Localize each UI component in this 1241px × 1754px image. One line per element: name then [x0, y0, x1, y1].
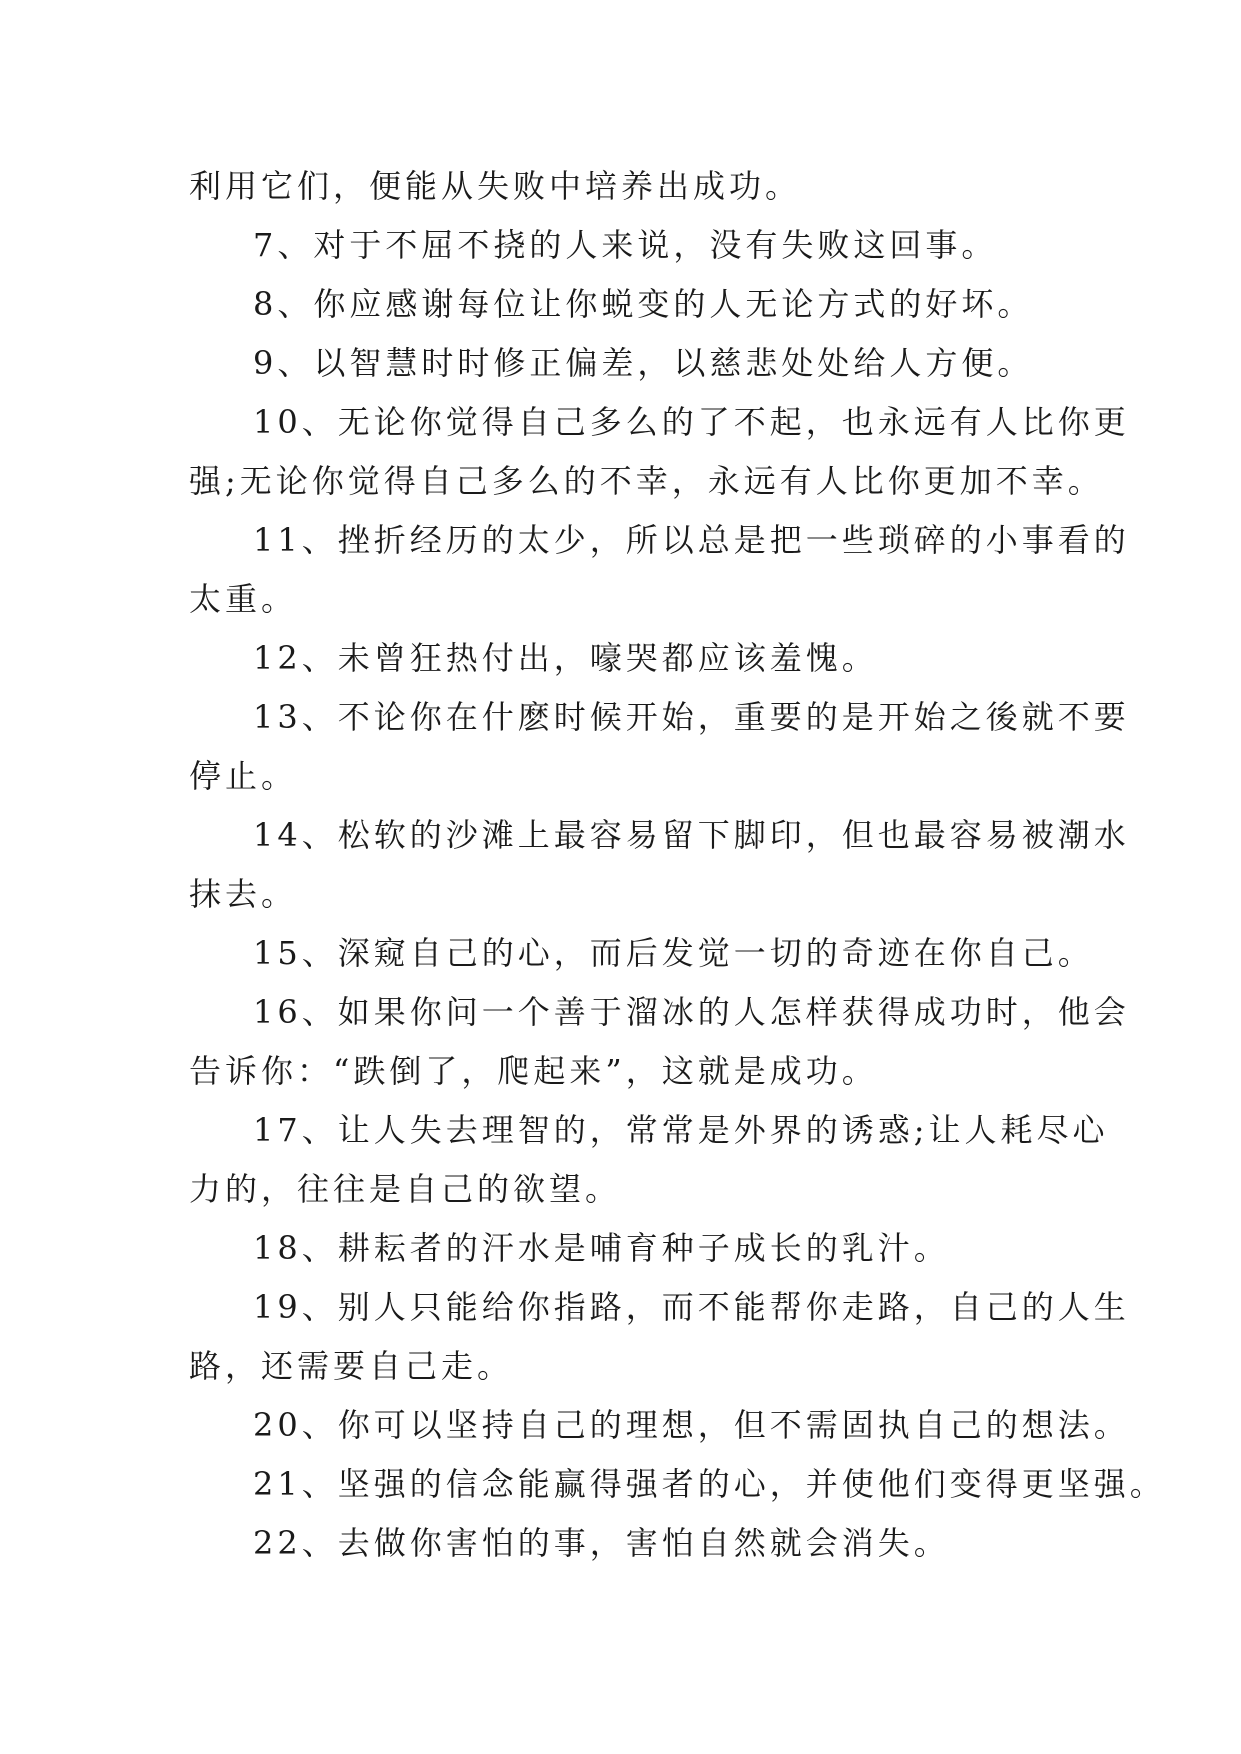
- text-line: 强;无论你觉得自己多么的不幸，永远有人比你更加不幸。: [189, 462, 1104, 500]
- text-line: 10、无论你觉得自己多么的了不起，也永远有人比你更: [253, 403, 1130, 441]
- text-line: 利用它们，便能从失败中培养出成功。: [189, 167, 802, 205]
- text-line: 18、耕耘者的汗水是哺育种子成长的乳汁。: [253, 1229, 950, 1267]
- text-line: 22、去做你害怕的事，害怕自然就会消失。: [253, 1524, 950, 1562]
- text-line: 7、对于不屈不挠的人来说，没有失败这回事。: [253, 226, 998, 264]
- text-line: 路，还需要自己走。: [189, 1347, 514, 1385]
- text-line: 告诉你：“跌倒了，爬起来”，这就是成功。: [189, 1052, 878, 1090]
- text-line: 抹去。: [189, 875, 298, 913]
- text-line: 15、深窥自己的心，而后发觉一切的奇迹在你自己。: [253, 934, 1094, 972]
- text-line: 力的，往往是自己的欲望。: [189, 1170, 622, 1208]
- text-line: 14、松软的沙滩上最容易留下脚印，但也最容易被潮水: [253, 816, 1130, 854]
- text-line: 9、以智慧时时修正偏差，以慈悲处处给人方便。: [253, 344, 1034, 382]
- text-line: 21、坚强的信念能赢得强者的心，并使他们变得更坚强。: [253, 1465, 1166, 1503]
- text-line: 停止。: [189, 757, 298, 795]
- text-line: 17、让人失去理智的，常常是外界的诱惑;让人耗尽心: [253, 1111, 1109, 1149]
- text-line: 20、你可以坚持自己的理想，但不需固执自己的想法。: [253, 1406, 1130, 1444]
- text-line: 16、如果你问一个善于溜冰的人怎样获得成功时，他会: [253, 993, 1130, 1031]
- text-line: 12、未曾狂热付出，嚎哭都应该羞愧。: [253, 639, 878, 677]
- document-body: [189, 157, 1166, 1573]
- text-line: 太重。: [189, 580, 298, 618]
- text-line: 8、你应感谢每位让你蜕变的人无论方式的好坏。: [253, 285, 1034, 323]
- text-line: 13、不论你在什麽时候开始，重要的是开始之後就不要: [253, 698, 1130, 736]
- text-line: 19、别人只能给你指路，而不能帮你走路，自己的人生: [253, 1288, 1130, 1326]
- text-line: 11、挫折经历的太少，所以总是把一些琐碎的小事看的: [253, 521, 1130, 559]
